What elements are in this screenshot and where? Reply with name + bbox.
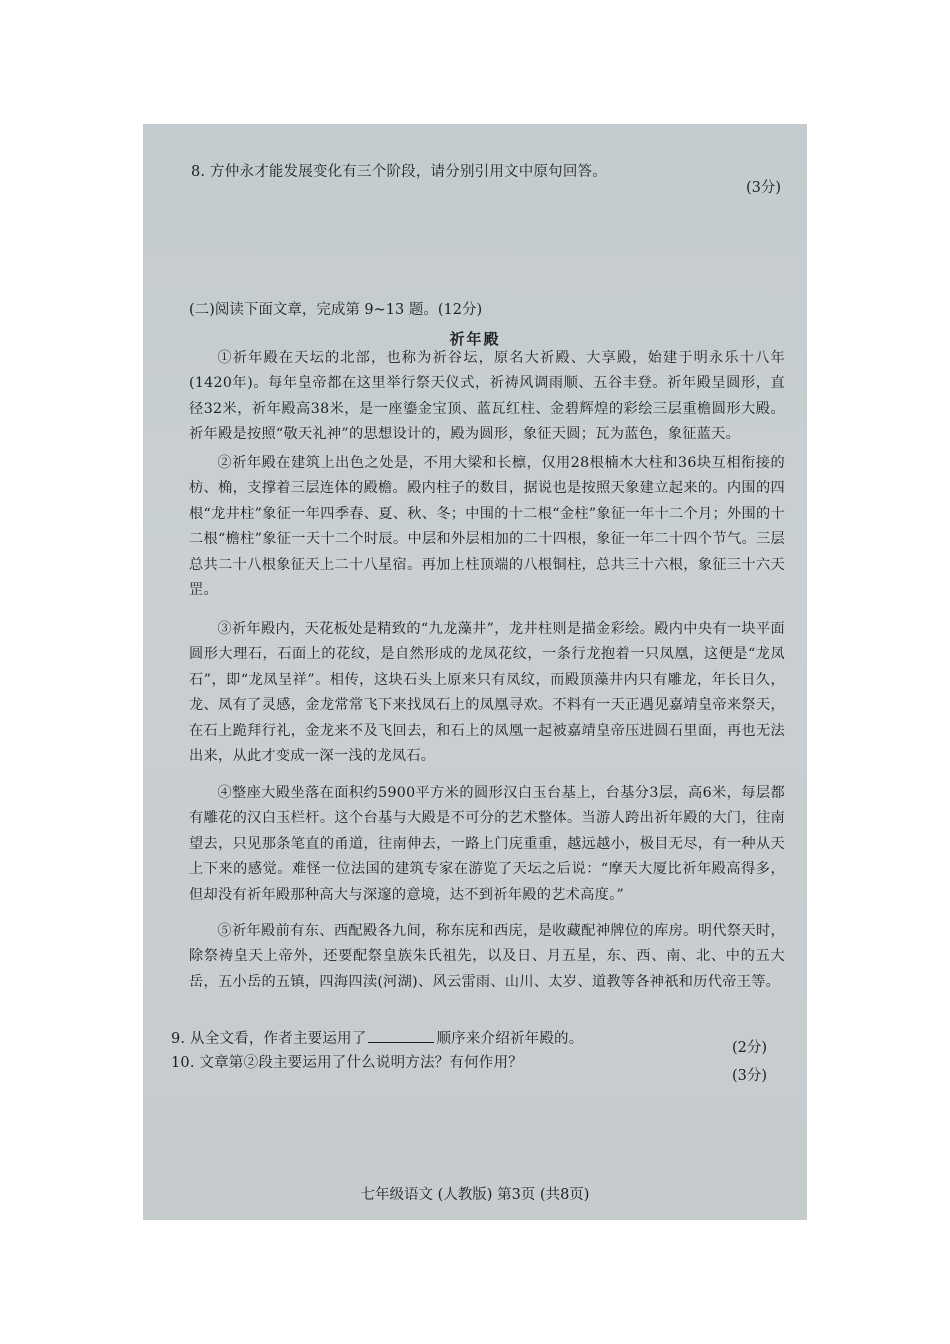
- paragraph-5: ⑤祈年殿前有东、西配殿各九间，称东庑和西庑，是收藏配神牌位的库房。明代祭天时，除祭祷皇天上帝外，还要配祭皇族朱氏祖先，以及日、月五星，东、西、南、北、中的五大岳，五小岳的五镇，四海四渎(河湖)、风云雷雨、山川、太岁、道教等各神祇和历代帝王等。: [189, 923, 785, 990]
- question-9-text-end: 顺序来介绍祈年殿的。: [436, 1031, 584, 1047]
- question-9: [171, 1027, 583, 1048]
- question-10: 10. 文章第②段主要运用了什么说明方法？有何作用？: [171, 1055, 523, 1071]
- question-8-score: (3分): [746, 180, 782, 196]
- paragraph-3: ③祈年殿内，天花板处是精致的“九龙藻井”，龙井柱则是描金彩绘。殿内中央有一块平面圆形大理石，石面上的花纹，是自然形成的龙凤花纹，一条行龙抱着一只凤凰，这便是“龙凤石”，即“龙凤呈祥”。相传，这块石头上原来只有凤纹，而殿顶藻井内只有雕龙，年长日久，龙、凤有了灵感，金龙常常飞下来找凤石上的凤凰寻欢。不料有一天正遇见嘉靖皇帝来祭天，在石上跪拜行礼，金龙来不及飞回去，和石上的凤凰一起被嘉靖皇帝压进圆石里面，再也无法出来，从此才变成一深一浅的龙凤石。: [189, 621, 785, 765]
- page-footer: 七年级语文 (人教版) 第3页 (共8页): [360, 1187, 590, 1203]
- question-8: 8. 方仲永才能发展变化有三个阶段，请分别引用文中原句回答。: [191, 164, 607, 180]
- exam-page: [143, 124, 807, 1220]
- question-9-score: (2分): [732, 1040, 768, 1056]
- paragraph-1: ①祈年殿在天坛的北部，也称为祈谷坛，原名大祈殿、大享殿，始建于明永乐十八年(1420年)。每年皇帝都在这里举行祭天仪式，祈祷风调雨顺、五谷丰登。祈年殿呈圆形，直径32米，祈年殿高38米，是一座鎏金宝顶、蓝瓦红柱、金碧辉煌的彩绘三层重檐圆形大殿。祈年殿是按照“敬天礼神”的思想设计的，殿为圆形，象征天圆；瓦为蓝色，象征蓝天。: [189, 350, 785, 443]
- answer-blank[interactable]: [368, 1030, 434, 1043]
- question-9-text: 9. 从全文看，作者主要运用了: [171, 1031, 367, 1047]
- paragraph-4: ④整座大殿坐落在面积约5900平方米的圆形汉白玉台基上，台基分3层，高6米，每层都有雕花的汉白玉栏杆。这个台基与大殿是不可分的艺术整体。当游人跨出祈年殿的大门，往南望去，只见那条笔直的甬道，往南伸去，一路上门庑重重，越远越小，极目无尽，有一种从天上下来的感觉。难怪一位法国的建筑专家在游览了天坛之后说：“摩天大厦比祈年殿高得多，但却没有祈年殿那种高大与深邃的意境，达不到祈年殿的艺术高度。”: [189, 785, 785, 903]
- section-heading: (二)阅读下面文章，完成第 9~13 题。(12分): [189, 302, 483, 318]
- paragraph-2: ②祈年殿在建筑上出色之处是，不用大梁和长檩，仅用28根楠木大柱和36块互相衔接的枋、桷，支撑着三层连体的殿檐。殿内柱子的数目，据说也是按照天象建立起来的。内围的四根“龙井柱”象征一年四季春、夏、秋、冬；中围的十二根“金柱”象征一年十二个月；外围的十二根“檐柱”象征一天十二个时辰。中层和外层相加的二十四根，象征一年二十四个节气。三层总共二十八根象征天上二十八星宿。再加上柱顶端的八根铜柱，总共三十六根，象征三十六天罡。: [189, 455, 785, 599]
- question-10-score: (3分): [732, 1068, 768, 1084]
- article-title: 祈年殿: [449, 330, 501, 348]
